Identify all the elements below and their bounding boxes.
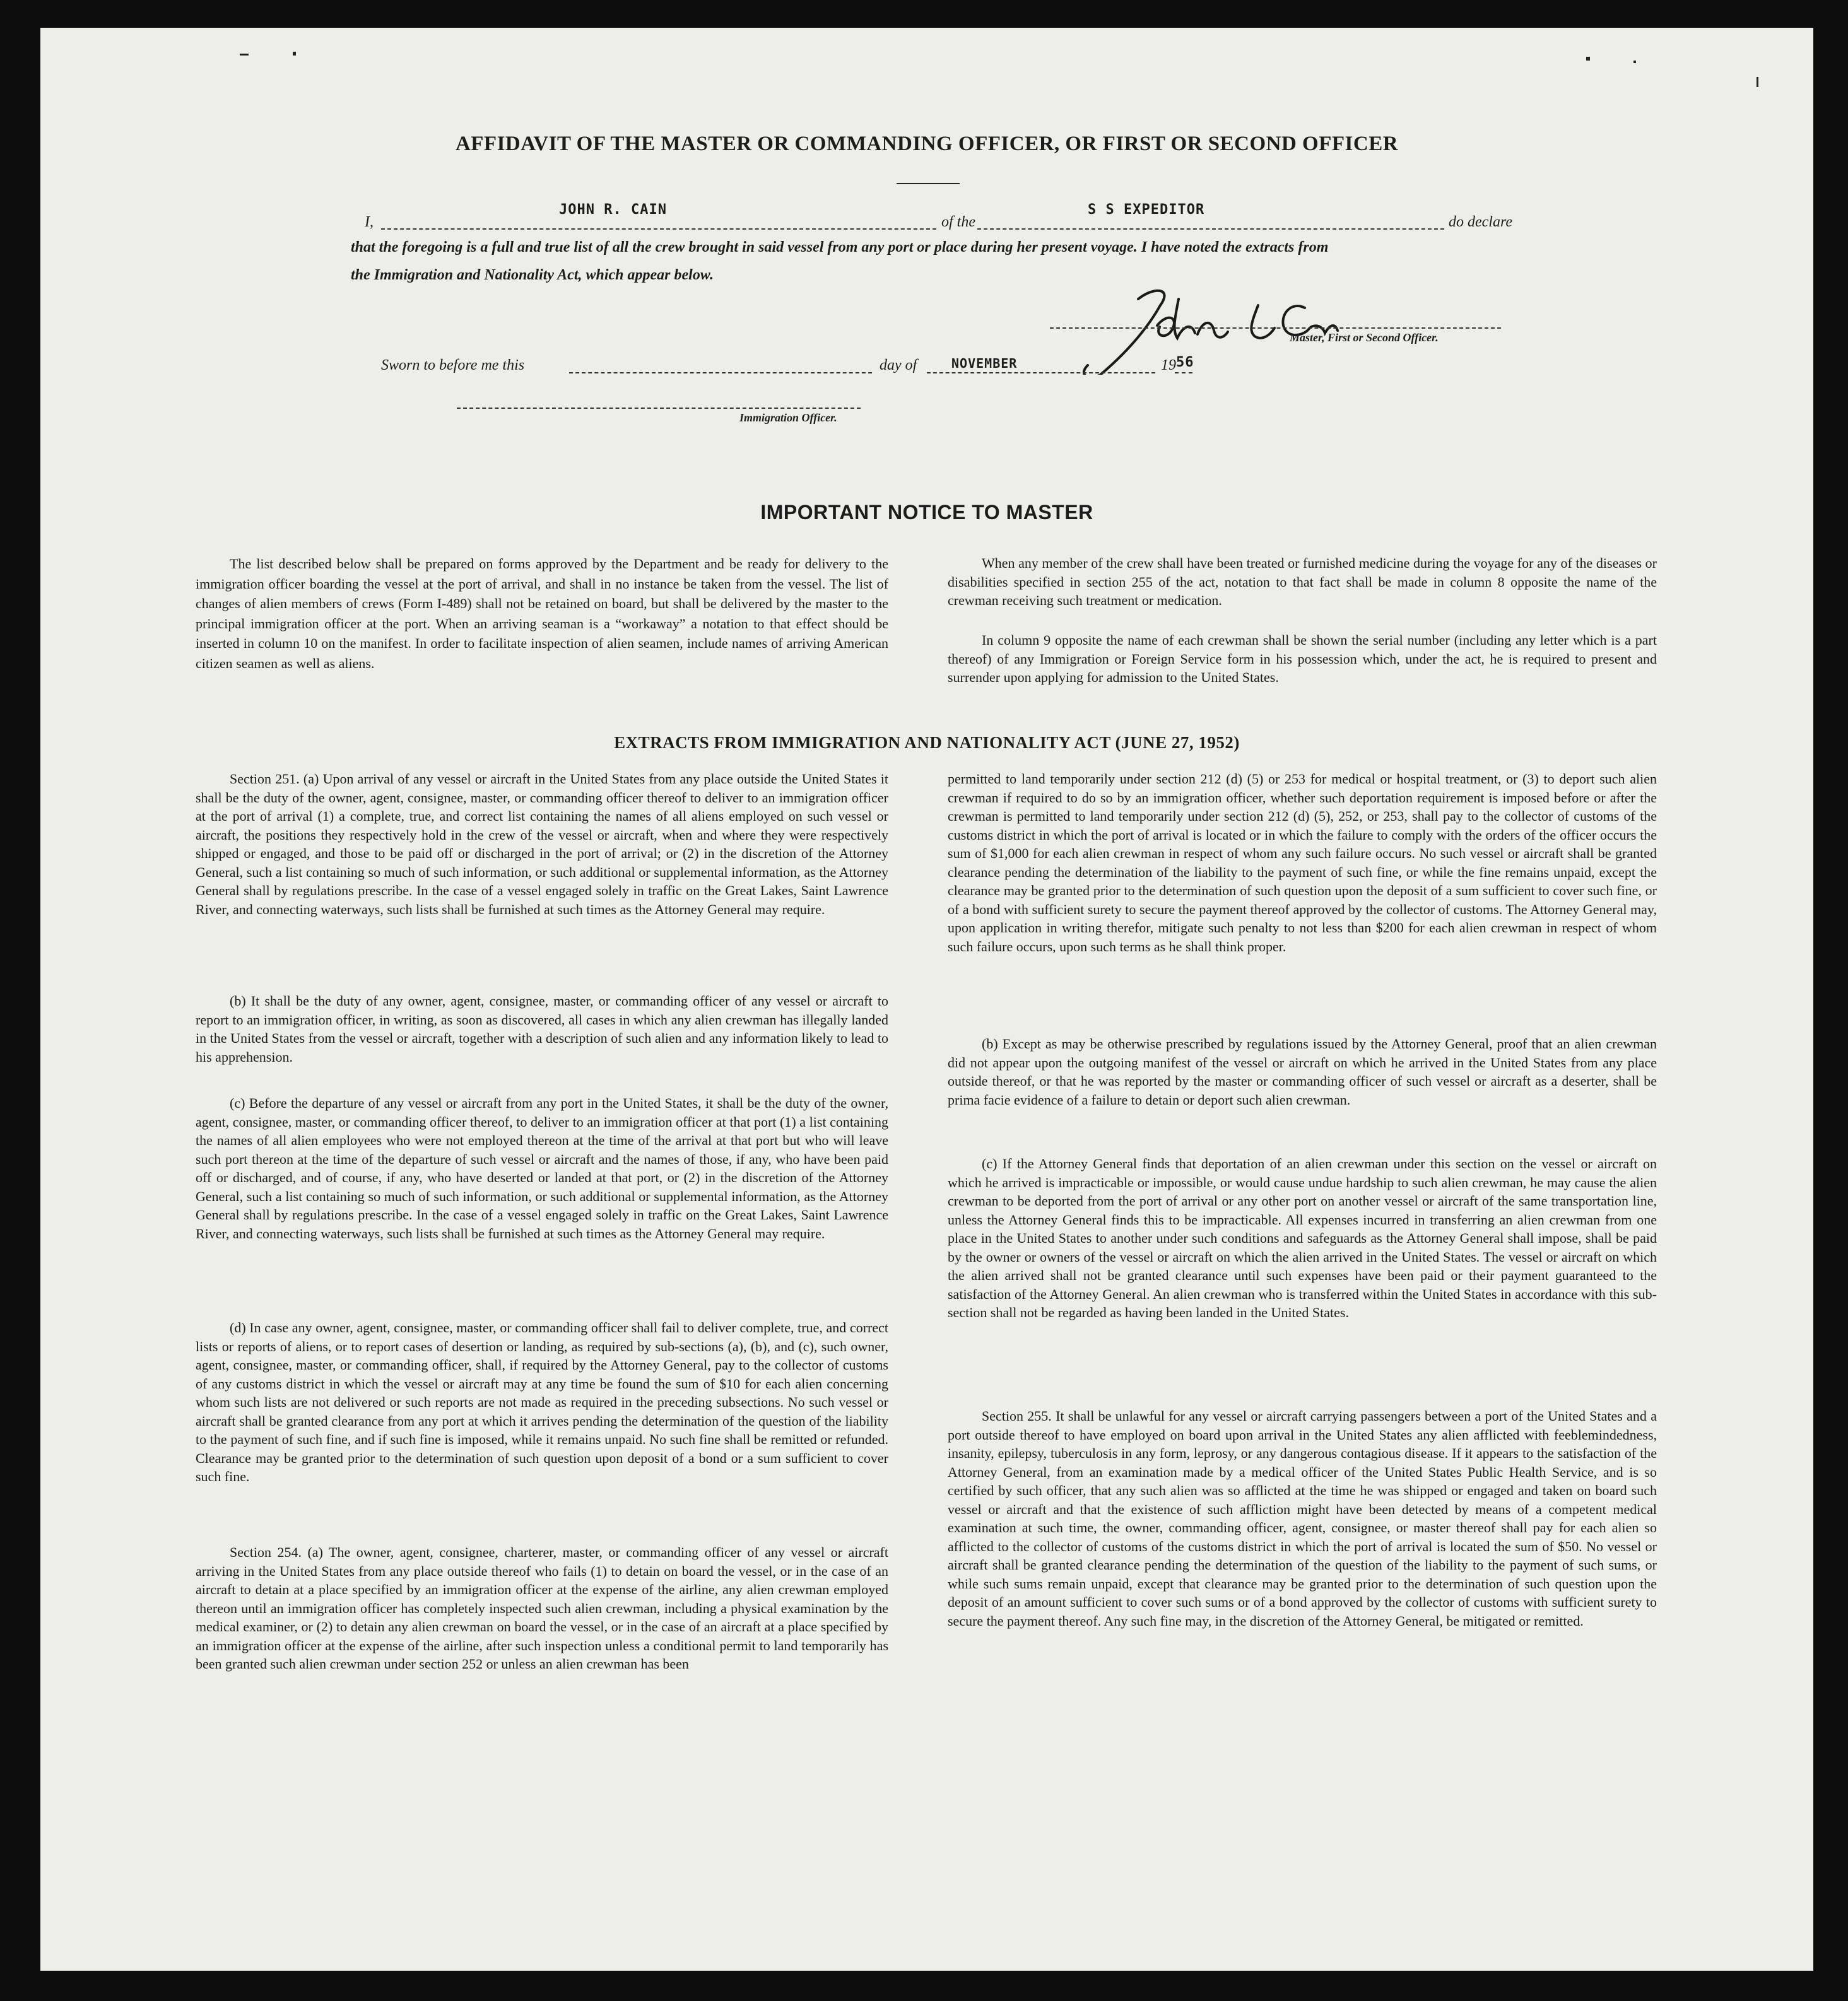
section-251c: (c) Before the departure of any vessel or aircraft from any port in the United States, it shall be the duty of the owner, agent, consignee, master, or commanding officer thereof, to deliver to an immigration officer at that port (1) a list containing the names of all alien employees who were not employed thereon at the time of the arrival at that port but who will leave such port thereon at the time of the departure of such vessel or aircraft and the names of those, if any, who have been paid off or discharged, and of course, if any, who have deserted or landed at that port, or (2) in the discretion of the Attorney General, such a list containing so much of such information, or such additional or supplemental information, as the Attorney General shall by regulations prescribe. In the case of a vessel engaged solely in traffic on the Great Lakes, Saint Lawrence River, and connecting waterways, such lists shall be furnished at such times as the Attorney General may require. [196,1095,888,1241]
section-251d: (d) In case any owner, agent, consignee, master, or commanding officer shall fail to deliver complete, true, and correct lists or reports of aliens, or to report cases of desertion or landing, as required by sub-sections (a), (b), and (c), such owner, agent, consignee, master, or commanding officer, shall, if required by the Attorney General, pay to the collector of customs of any customs district in which the vessel or aircraft may at any time be found the sum of $10 for each alien concerning whom such lists are not delivered or such reports are not made as required in the preceding subsections. No such vessel or aircraft shall be granted clearance from any port at which it arrives pending the determination of the question of the liability to the payment of such fine, and if such fine is imposed, while it remains unpaid. No such fine shall be remitted or refunded. Clearance may be granted prior to the determination of such question upon deposit of a bond or a sum sufficient to cover such fine. [196,1320,888,1484]
master-officer-caption: Master, First or Second Officer. [1290,331,1439,344]
notice-title: IMPORTANT NOTICE TO MASTER [760,501,1093,524]
title-rule [897,183,960,184]
year-prefix: 19 [1161,357,1176,373]
vessel-blank [977,228,1444,230]
extracts-title: EXTRACTS FROM IMMIGRATION AND NATIONALITY ACT (JUNE 27, 1952) [614,733,1240,752]
scan-speck [293,52,296,56]
affidavit-title: AFFIDAVIT OF THE MASTER OR COMMANDING OFFICER, OR FIRST OR SECOND OFFICER [455,132,1399,155]
signature-line [1050,327,1501,329]
immigration-officer-caption: Immigration Officer. [739,411,837,424]
year-blank [1175,372,1192,373]
day-of-label: day of [880,357,917,373]
i-label: I, [365,214,374,230]
vessel-name: S S EXPEDITOR [1088,202,1205,218]
section-254a-part-2: permitted to land temporarily under section 212 (d) (5) or 253 for medical or hospital treatment, or (3) to deport such alien crewman if required to do so by an immigration officer, whether such deportation requirement is imposed before or after the crewman is permitted to land temporarily under section 212 (d) (5), 252, or 253, shall pay to the collector of customs of the customs district in which the port of arrival is located or in which the failure to comply with the orders of the officer occurs the sum of $1,000 for each alien crewman in respect of whom any such failure occurs. No such vessel or aircraft shall be granted clearance pending the determination of the liability to the payment of such fine, or while the fine remains unpaid, except the clearance may be granted prior to the determination of such question upon the deposit of a sum sufficient to cover such fine, or of a bond with sufficient surety to secure the payment thereof approved by the collector of customs. The Attorney General may, upon application in writing therefor, mitigate such penalty to not less than $200 for each alien crewman in respect of whom such failure occurs, upon such terms as he shall think proper. [948,771,1657,954]
section-251b: (b) It shall be the duty of any owner, agent, consignee, master, or commanding officer of any vessel or aircraft to report to an immigration officer, in writing, as soon as discovered, all cases in which any alien crewman has illegally landed in the United States from the vessel or aircraft, together with a description of such alien and any information likely to lead to his apprehension. [196,993,888,1065]
scan-speck [240,54,249,56]
scan-speck [1757,77,1758,87]
scan-speck [1633,61,1636,63]
of-the-label: of the [941,214,975,230]
notice-right-paragraph-2: In column 9 opposite the name of each crewman shall be shown the serial number (including any letter which is a part thereof) of any Immigration or Foreign Service form in his possession which, under the act, he is required to present and surrender upon applying for admission to the United States. [948,632,1657,685]
section-254c: (c) If the Attorney General finds that deportation of an alien crewman under this section on the vessel or aircraft on which he arrived is impracticable or impossible, or would cause undue hardship to such alien crewman, he may cause the alien crewman to be deported from the port of arrival or any other port on another vessel or aircraft of the same transportation line, unless the Attorney General finds this to be impracticable. All expenses incurred in transferring an alien crewman from one place in the United States to another under such conditions and safeguards as the Attorney General shall impose, shall be paid by the owner or owners of the vessel or aircraft on which the alien arrived in the United States. The vessel or aircraft on which the alien arrived shall not be granted clearance until such expenses have been paid or their payment guaranteed to the satisfaction of the Attorney General. An alien crewman who is transferred within the United States in accordance with this sub-section shall not be regarded as having been landed in the United States. [948,1156,1657,1320]
name-blank [381,228,936,230]
declarant-name: JOHN R. CAIN [559,202,667,218]
sworn-day-blank [569,372,872,373]
sworn-month-blank [927,372,1155,373]
declaration-line-2: the Immigration and Nationality Act, which appear below. [351,267,714,283]
notice-left-paragraph: The list described below shall be prepared on forms approved by the Department and be ready for delivery to the immigration officer boarding the vessel at the port of arrival, and shall in no instance be taken from the vessel. The list of changes of alien members of crews (Form I-489) shall not be retained on board, but shall be delivered by the master to the principal immigration officer at the port. When an arriving seaman is a “workaway” a notation to that effect should be inserted in column 10 on the manifest. In order to facilitate inspection of alien seamen, include names of arriving American citizen seamen as well as aliens. [196,556,888,671]
immigration-officer-line [457,408,861,409]
sworn-month: NOVEMBER [951,356,1018,371]
notice-right-paragraph-1: When any member of the crew shall have been treated or furnished medicine during the voyage for any of the diseases or disabilities specified in section 255 of the act, notation to that fact shall be made in column 8 opposite the name of the crewman receiving such treatment or medication. [948,555,1657,608]
year-suffix: 56 [1176,355,1194,370]
scan-speck [1586,57,1590,61]
sworn-label: Sworn to before me this [381,357,525,373]
section-254b: (b) Except as may be otherwise prescribed by regulations issued by the Attorney General, proof that an alien crewman did not appear upon the outgoing manifest of the vessel or aircraft on which he arrived in the United States from any place outside thereof, or that he was reported by the master or commanding officer of such vessel or aircraft as a deserter, shall be prima facie evidence of a failure to detain or deport such alien crewman. [948,1036,1657,1108]
document-sheet [40,28,1813,1971]
section-254a-part-1: Section 254. (a) The owner, agent, consignee, charterer, master, or commanding officer of any vessel or aircraft arriving in the United States from any place outside thereof who fails (1) to detain on board the vessel, or in the case of an aircraft to detain at a place specified by an immigration officer at the expense of the airline, any alien crewman employed thereon until an immigration officer has completely inspected such alien crewman, including a physical examination by the medical examiner, or (2) to detain any alien crewman on board the vessel, or in the case of an aircraft at a place specified by an immigration officer at the expense of the airline, after such inspection unless a conditional permit to land temporarily has been granted such alien crewman under section 252 or unless an alien crewman has been [196,1544,888,1672]
section-251a: Section 251. (a) Upon arrival of any vessel or aircraft in the United States from any place outside the United States it shall be the duty of the owner, agent, consignee, master, or commanding officer thereof to deliver to an immigration officer at the port of arrival (1) a complete, true, and correct list containing the names of all aliens employed on such vessel or aircraft, the positions they respectively hold in the crew of the vessel or aircraft, when and where they were respectively shipped or engaged, and those to be paid off or discharged in the port of arrival; or (2) in the discretion of the Attorney General, such a list containing so much of such information, or such additional or supplemental information, as the Attorney General shall by regulations prescribe. In the case of a vessel engaged solely in traffic on the Great Lakes, Saint Lawrence River, and connecting waterways, such lists shall be furnished at such times as the Attorney General may require. [196,771,888,917]
do-declare-label: do declare [1449,214,1513,230]
section-255: Section 255. It shall be unlawful for any vessel or aircraft carrying passengers between a port of the United States and a port outside thereof to have employed on board upon arrival in the United States any alien afflicted with feeblemindedness, insanity, epilepsy, tuberculosis in any form, leprosy, or any dangerous contagious disease. If it appears to the satisfaction of the Attorney General, from an examination made by a medical officer of the United States Public Health Service, and is so certified by such officer, that any such alien was so afflicted at the time he was shipped or engaged and taken on board such vessel or aircraft and that the existence of such affliction might have been detected by means of a competent medical examination at such time, the owner, commanding officer, agent, consignee, or master thereof shall pay for each alien so afflicted to the collector of customs of the customs district in which the port of arrival is located the sum of $50. No vessel or aircraft shall be granted clearance pending the determination of the question of the liability to the payment of such sums, or while such sums remain unpaid, except that clearance may be granted prior to the determination of such question upon the deposit of an amount sufficient to cover such sums or of a bond approved by the collector of customs with sufficient surety to secure the payment thereof. Any such fine may, in the discretion of the Attorney General, be mitigated or remitted. [948,1408,1657,1629]
declaration-line-1: that the foregoing is a full and true list of all the crew brought in said vessel from any port or place during her present voyage. I have noted the extracts from [351,239,1329,255]
